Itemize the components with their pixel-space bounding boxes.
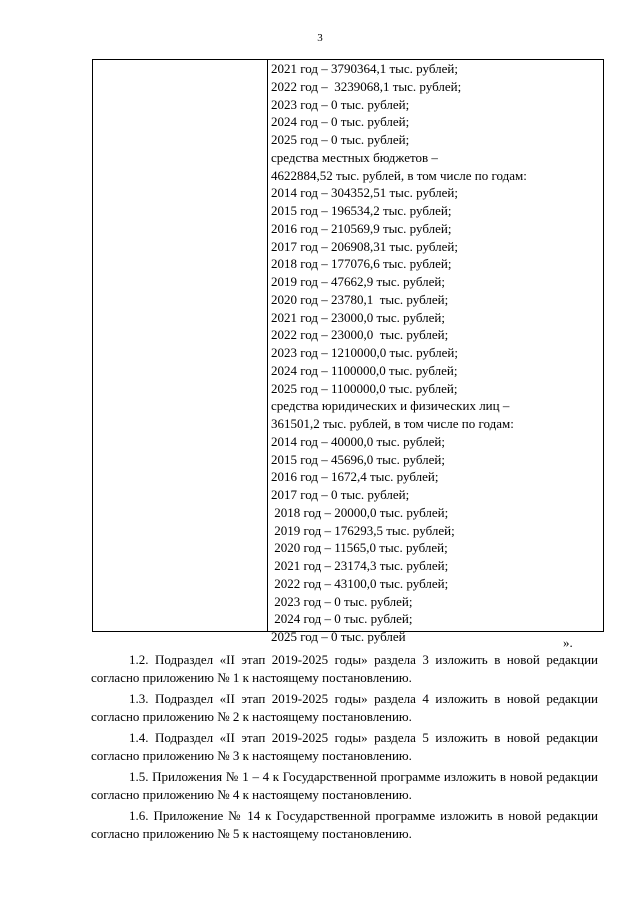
page-number: 3 [317, 32, 323, 44]
funding-line: 2025 год – 0 тыс. рублей [271, 629, 406, 644]
amendment-paragraph: 1.5. Приложения № 1 – 4 к Государственной программе изложить в новой редакции согласно приложению № 4 к настоящему постановлению. [91, 769, 598, 802]
funding-line: 2014 год – 304352,51 тыс. рублей; [271, 185, 458, 201]
funding-line: 2014 год – 40000,0 тыс. рублей; [271, 433, 445, 449]
funding-line: 2022 год – 43100,0 тыс. рублей; [271, 575, 449, 591]
funding-line: 2021 год – 23000,0 тыс. рублей; [271, 309, 445, 325]
funding-line: 2017 год – 0 тыс. рублей; [271, 487, 410, 502]
funding-line: 2017 год – 206908,31 тыс. рублей; [271, 238, 458, 254]
funding-line: 2021 год – 3790364,1 тыс. рублей; [271, 61, 458, 76]
funding-line: 2024 год – 0 тыс. рублей; [271, 114, 410, 130]
funding-line: 2022 год – 3239068,1 тыс. рублей; [271, 78, 462, 94]
funding-line: 4622884,52 тыс. рублей, в том числе по годам: [271, 167, 527, 183]
funding-line: 2023 год – 1210000,0 тыс. рублей; [271, 345, 458, 360]
funding-line: 2019 год – 176293,5 тыс. рублей; [271, 522, 455, 538]
funding-line: 2016 год – 210569,9 тыс. рублей; [271, 220, 452, 236]
funding-line: 2023 год – 0 тыс. рублей; [271, 96, 410, 112]
table-right-cell [271, 60, 599, 646]
closing-quote: ». [563, 635, 573, 650]
amendment-paragraph: 1.2. Подраздел «II этап 2019-2025 годы» раздела 3 изложить в новой редакции согласно приложению № 1 к настоящему постановлению. [91, 652, 598, 685]
table-column-divider [267, 60, 268, 631]
funding-line: 361501,2 тыс. рублей, в том числе по годам: [271, 416, 514, 431]
funding-line: 2016 год – 1672,4 тыс. рублей; [271, 469, 439, 485]
funding-line: 2025 год – 0 тыс. рублей; [271, 132, 410, 147]
program-funding-table [92, 59, 604, 644]
funding-line: 2025 год – 1100000,0 тыс. рублей; [271, 380, 458, 396]
funding-line: 2018 год – 20000,0 тыс. рублей; [271, 504, 449, 520]
funding-line: 2020 год – 11565,0 тыс. рублей; [271, 540, 448, 556]
funding-line: 2020 год – 23780,1 тыс. рублей; [271, 291, 449, 307]
amendment-paragraphs [91, 651, 598, 846]
funding-line: 2022 год – 23000,0 тыс. рублей; [271, 327, 449, 343]
amendment-paragraph: 1.4. Подраздел «II этап 2019-2025 годы» раздела 5 изложить в новой редакции согласно приложению № 3 к настоящему постановлению. [91, 730, 598, 763]
funding-line: 2015 год – 196534,2 тыс. рублей; [271, 203, 452, 218]
funding-line: 2021 год – 23174,3 тыс. рублей; [271, 558, 449, 573]
amendment-paragraph: 1.6. Приложение № 14 к Государственной программе изложить в новой редакции согласно приложению № 5 к настоящему постановлению. [91, 808, 598, 841]
funding-line: 2024 год – 1100000,0 тыс. рублей; [271, 362, 458, 378]
funding-line: 2015 год – 45696,0 тыс. рублей; [271, 451, 445, 467]
funding-line: 2024 год – 0 тыс. рублей; [271, 611, 413, 627]
amendment-paragraph: 1.3. Подраздел «II этап 2019-2025 годы» раздела 4 изложить в новой редакции согласно приложению № 2 к настоящему постановлению. [91, 691, 598, 724]
funding-line: средства юридических и физических лиц – [271, 398, 510, 414]
funding-line: 2018 год – 177076,6 тыс. рублей; [271, 256, 452, 272]
funding-line: 2019 год – 47662,9 тыс. рублей; [271, 274, 445, 289]
funding-line: средства местных бюджетов – [271, 149, 438, 165]
funding-line: 2023 год – 0 тыс. рублей; [271, 593, 413, 609]
